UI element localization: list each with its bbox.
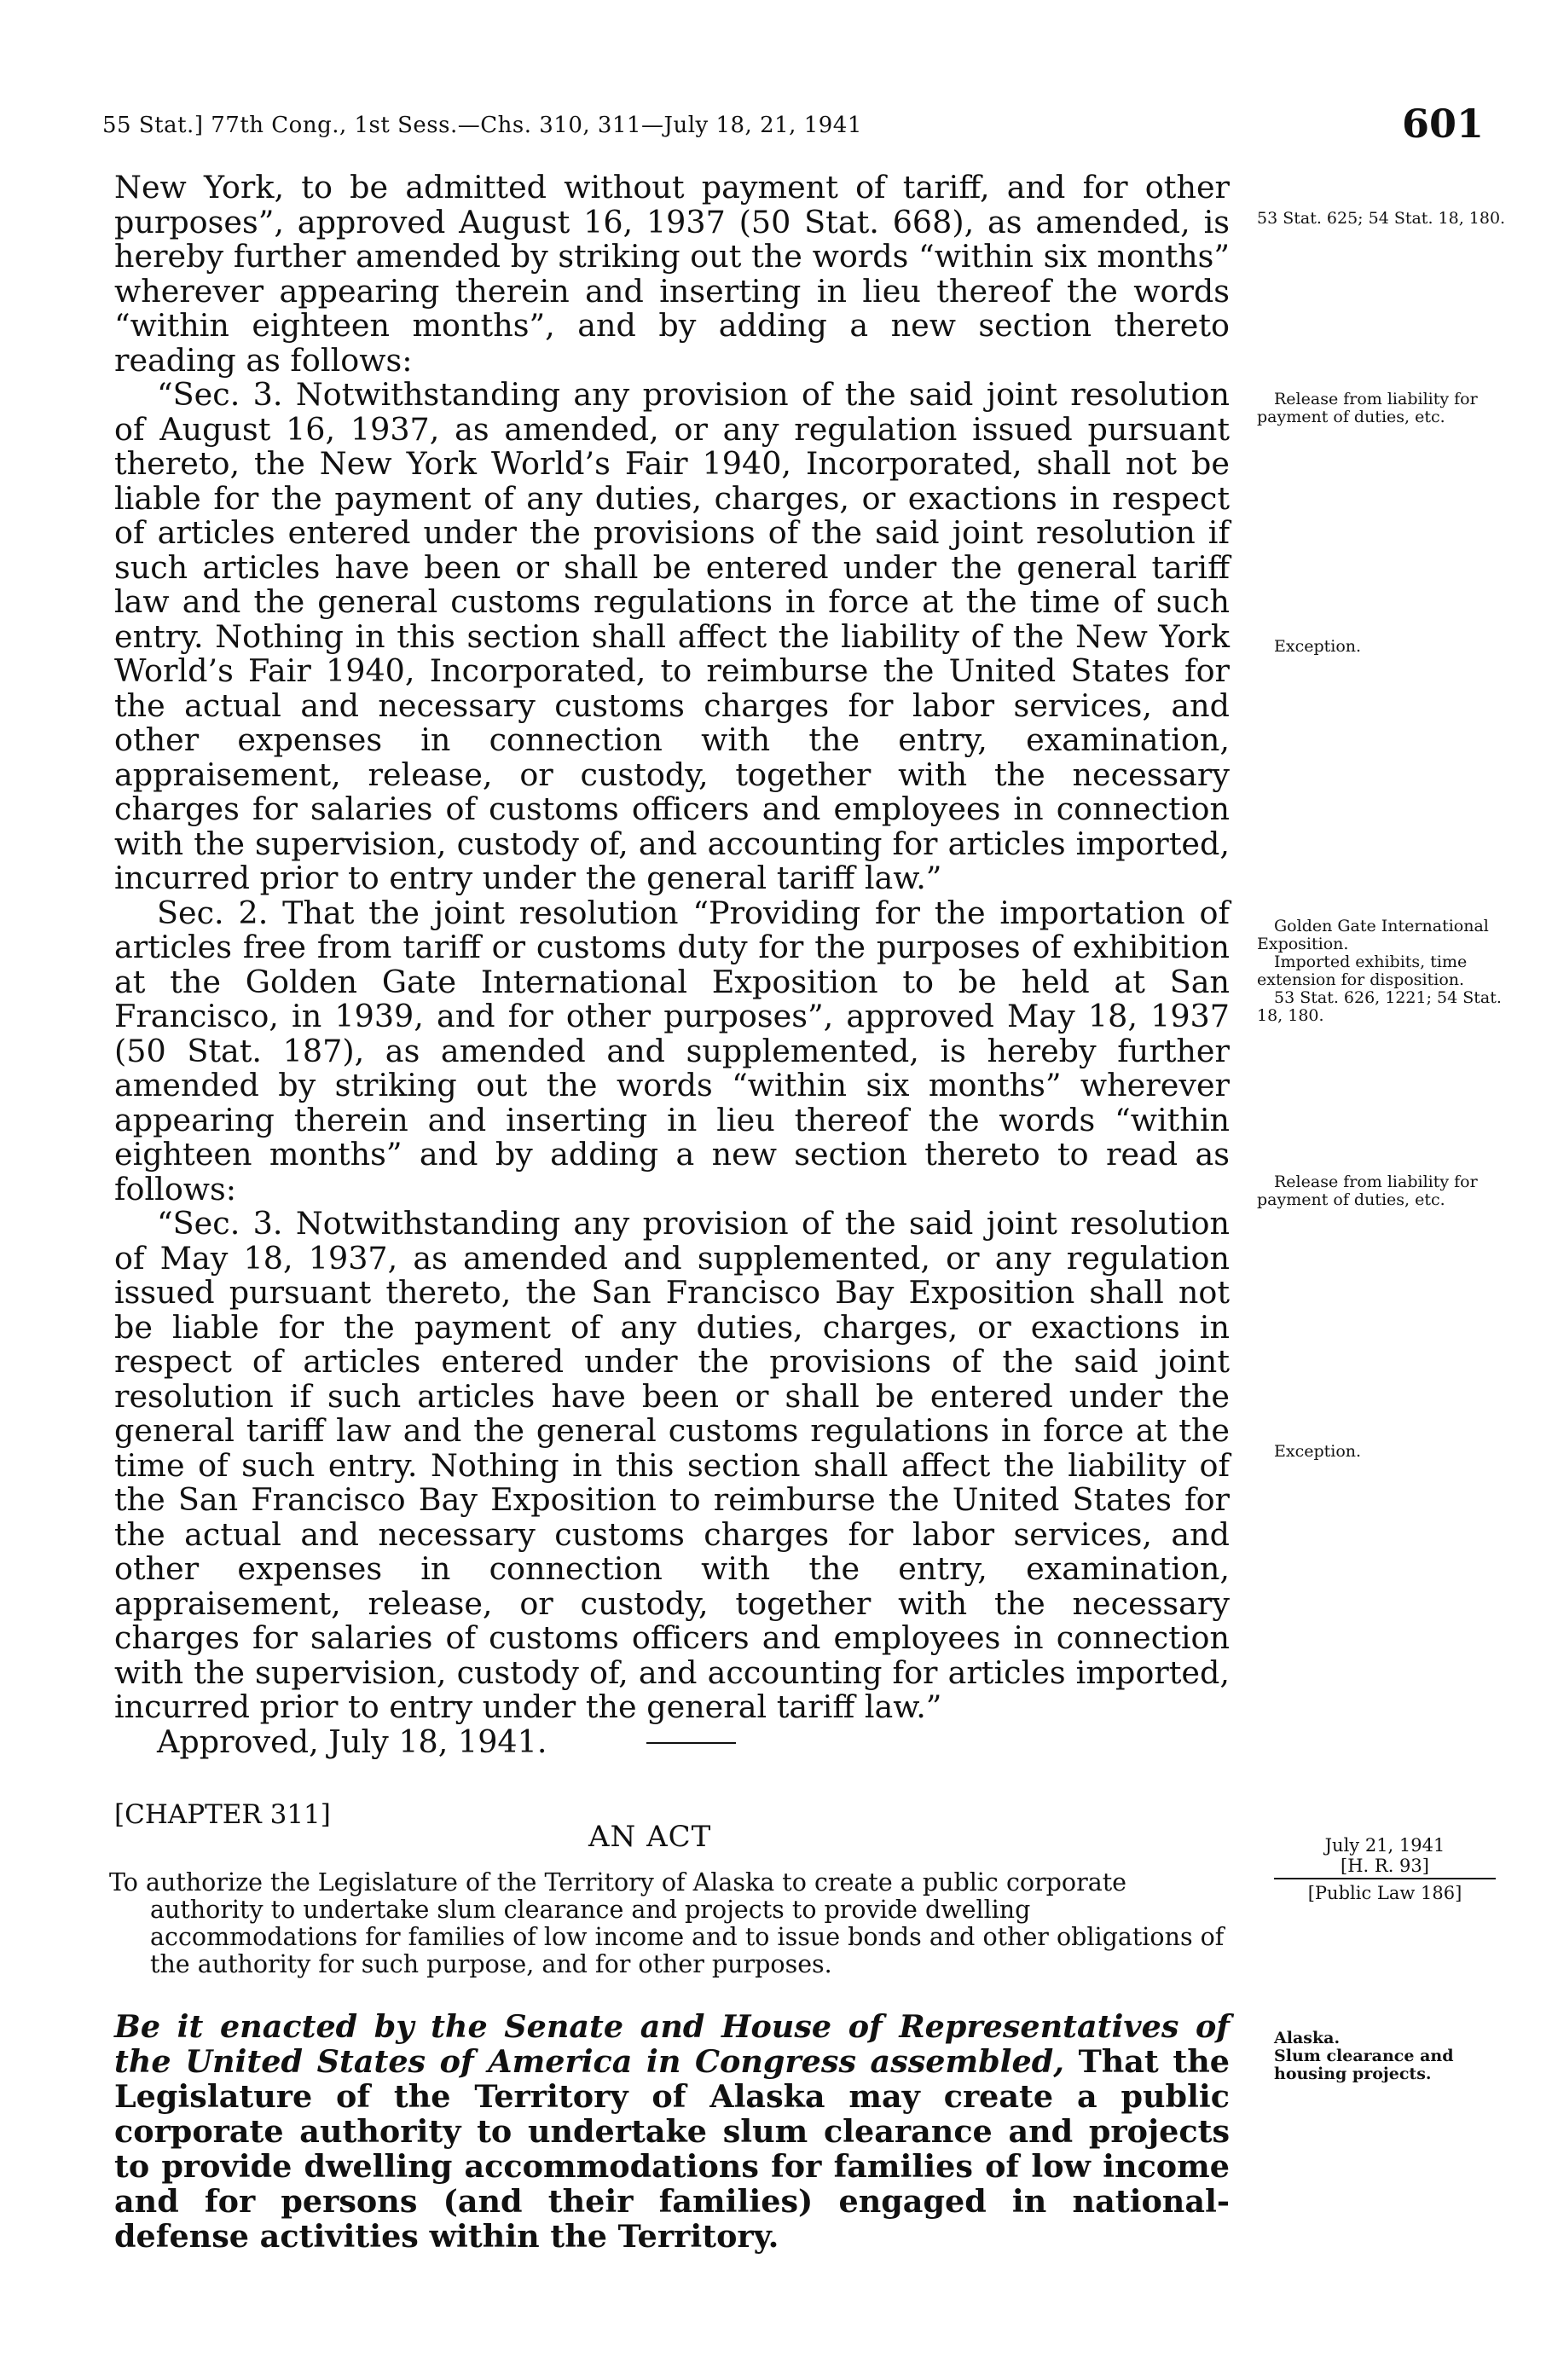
paragraph-sec3-sf: “Sec. 3. Notwithstanding any provision of the said joint resolution of May 18, 1937, as amended and supplemented, or any regulation issued pursuant thereto, the San Francisco Bay Exposition shall not be liable for the payment of any duties, charges, or exactions in respect of articles entered under the provisions of the said joint resolution if such articles have been or shall be entered under the general tariff law and the general customs regulations in force at the time of such entry. Nothing in this section shall affect the liability of the San Francisco Bay Exposition to reimburse the United States for the actual and necessary customs charges for labor services, and other expenses in connection with the entry, examination, appraisement, release, or custody, together with the necessary charges for salaries of customs officers and employees in connection with the supervision, custody of, and accounting for articles imported, incurred prior to entry under the general tariff law.” [114, 1205, 1230, 1725]
public-law-number: [Public Law 186] [1307, 1883, 1462, 1903]
statute-text-block [114, 171, 1230, 1759]
act-purpose [109, 1869, 1233, 1978]
act-title: AN ACT [588, 1820, 712, 1854]
margin-note-text: Exception. [1274, 637, 1362, 656]
purpose-first-line: To authorize the Legislature of the Territory of Alaska to create a public corporate [109, 1868, 1127, 1896]
page-header [102, 101, 1484, 152]
enacting-paragraph [114, 2009, 1230, 2254]
margin-note-title: Golden Gate International Exposition. [1257, 917, 1489, 953]
margin-note-citation-1 [1257, 210, 1513, 228]
margin-note-release-1 [1257, 391, 1513, 426]
approval-line: Approved, July 18, 1941. [157, 1723, 547, 1760]
margin-note-text: Release from liability for payment of duties, etc. [1257, 1173, 1478, 1209]
purpose-continuation: authority to undertake slum clearance and projects to provide dwelling accommodations for families of low income and to issue bonds and other obligations of the authority for such purpose, and for other purposes. [150, 1896, 1225, 1978]
running-head: 55 Stat.] 77th Cong., 1st Sess.—Chs. 310, 311—July 18, 21, 1941 [102, 113, 862, 138]
margin-note-citation: 53 Stat. 626, 1221; 54 Stat. 18, 180. [1257, 988, 1502, 1025]
paragraph-sec2-golden-gate: Sec. 2. That the joint resolution “Providing for the importation of articles free from tariff or customs duty for the purposes of exhibition at the Golden Gate International Exposition to be held at San Francisco, in 1939, and for other purposes”, approved May 18, 1937 (50 Stat. 187), as amended and supplemented, is hereby further amended by striking out the words “within six months” wherever appearing therein and inserting in lieu thereof the words “within eighteen months” and by adding a new section thereto to read as follows: [114, 894, 1230, 1207]
act-date: July 21, 1941 [1324, 1835, 1445, 1856]
enacting-clause: Be it enacted by the Senate and House of Representatives of the United States of America in Congress assembled, [114, 2008, 1230, 2080]
margin-note-release-2 [1257, 1173, 1513, 1209]
margin-note-exception-2 [1274, 1443, 1530, 1461]
margin-note-golden-gate [1257, 918, 1513, 1025]
paragraph-continuation: New York, to be admitted without payment of tariff, and for other purposes”, approved August 16, 1937 (50 Stat. 668), as amended, is hereby further amended by striking out the words “within six months” wherever appearing therein and inserting in lieu thereof the words “within eighteen months”, and by adding a new section thereto reading as follows: [114, 169, 1230, 379]
margin-note-exception-1 [1274, 638, 1530, 656]
bill-number: [H. R. 93] [1341, 1856, 1429, 1876]
bill-info-divider [1274, 1878, 1496, 1879]
margin-note-text: Slum clearance and housing projects. [1274, 2047, 1454, 2083]
margin-note-title: Alaska. [1274, 2029, 1341, 2047]
enacting-text: That the Legislature of the Territory of Alaska may create a public corporate authority to undertake slum clearance and projects to provide dwelling accommodations for families of low income and for persons (and their families) engaged in national-defense activities within the Territory. [114, 2043, 1230, 2255]
bill-info-box [1257, 1835, 1513, 1903]
margin-note-text: 53 Stat. 625; 54 Stat. 18, 180. [1257, 209, 1506, 228]
margin-note-text: Imported exhibits, time extension for disposition. [1257, 953, 1468, 989]
page-number: 601 [1401, 101, 1484, 147]
section-divider [646, 1742, 736, 1744]
margin-note-text: Exception. [1274, 1442, 1362, 1461]
chapter-heading: [CHAPTER 311] [114, 1799, 331, 1830]
margin-note-alaska [1274, 2030, 1530, 2083]
paragraph-sec3-ny: “Sec. 3. Notwithstanding any provision of the said joint resolution of August 16, 1937, as amended, or any regulation issued pursuant thereto, the New York World’s Fair 1940, Incorporated, shall not be liable for the payment of any duties, charges, or exactions in respect of articles entered under the provisions of the said joint resolution if such articles have been or shall be entered under the general tariff law and the general customs regulations in force at the time of such entry. Nothing in this section shall affect the liability of the New York World’s Fair 1940, Incorporated, to reimburse the United States for the actual and necessary customs charges for labor services, and other expenses in connection with the entry, examination, appraisement, release, or custody, together with the necessary charges for salaries of customs officers and employees in connection with the supervision, custody of, and accounting for articles imported, incurred prior to entry under the general tariff law.” [114, 376, 1230, 896]
margin-note-text: Release from liability for payment of duties, etc. [1257, 390, 1478, 426]
